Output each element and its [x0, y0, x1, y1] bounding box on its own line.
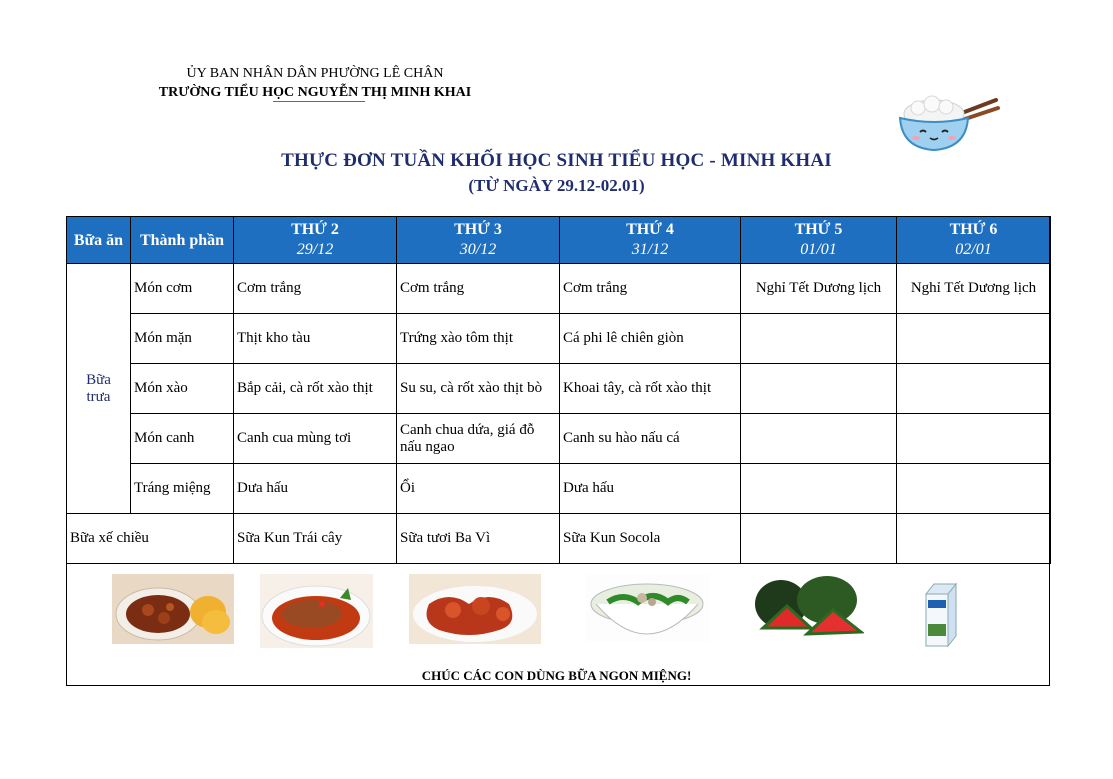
district-name: ỦY BAN NHÂN DÂN PHƯỜNG LÊ CHÂN [186, 66, 444, 81]
header-component: Thành phần [131, 217, 234, 264]
menu-cell: Cơm trắng [560, 264, 741, 314]
milk-carton-icon [922, 580, 962, 650]
braised-pork-icon [112, 574, 234, 644]
header-day: THỨ 6 02/01 [897, 217, 1051, 264]
fried-fish-icon [260, 574, 373, 648]
header-meal: Bữa ăn [67, 217, 131, 264]
school-name: TRƯỜNG TIỂU HỌC NGUYỄN THỊ MINH KHAI [158, 85, 472, 100]
menu-cell: Sữa Kun Socola [560, 514, 741, 564]
menu-cell: Su su, cà rốt xào thịt bò [397, 364, 560, 414]
menu-cell: Sữa tươi Ba Vì [397, 514, 560, 564]
menu-cell: Canh chua dứa, giá đỗ nấu ngao [397, 414, 560, 464]
holiday-cell: Nghỉ Tết Dương lịch [897, 264, 1051, 314]
menu-cell: Dưa hấu [234, 464, 397, 514]
component-cell: Món xào [131, 364, 234, 414]
rice-bowl-icon [884, 82, 1012, 158]
date-range: (TỪ NGÀY 29.12-02.01) [468, 176, 645, 195]
afternoon-label: Bữa xế chiều [67, 514, 234, 564]
menu-cell: Thịt kho tàu [234, 314, 397, 364]
menu-cell: Canh su hào nấu cá [560, 414, 741, 464]
menu-cell: Ổi [397, 464, 560, 514]
component-cell: Món cơm [131, 264, 234, 314]
menu-cell: Cá phi lê chiên giòn [560, 314, 741, 364]
component-cell: Tráng miệng [131, 464, 234, 514]
page-title: THỰC ĐƠN TUẦN KHỐI HỌC SINH TIỂU HỌC - MINH KHAI [281, 150, 832, 171]
menu-cell: Khoai tây, cà rốt xào thịt [560, 364, 741, 414]
header-day: THỨ 5 01/01 [741, 217, 897, 264]
header-underline [273, 101, 365, 102]
header-day: THỨ 4 31/12 [560, 217, 741, 264]
food-pictures [0, 574, 1113, 650]
header-day: THỨ 2 29/12 [234, 217, 397, 264]
menu-cell: Trứng xào tôm thịt [397, 314, 560, 364]
footer-message: CHÚC CÁC CON DÙNG BỮA NGON MIỆNG! [421, 668, 692, 683]
menu-cell: Dưa hấu [560, 464, 741, 514]
header-day: THỨ 3 30/12 [397, 217, 560, 264]
component-cell: Món mặn [131, 314, 234, 364]
menu-cell: Cơm trắng [234, 264, 397, 314]
glazed-meat-icon [409, 574, 541, 644]
menu-cell: Bắp cải, cà rốt xào thịt [234, 364, 397, 414]
watermelon-icon [751, 574, 864, 648]
menu-cell: Canh cua mùng tơi [234, 414, 397, 464]
lunch-label: Bữa trưa [67, 264, 131, 514]
green-soup-icon [586, 574, 709, 642]
menu-cell: Cơm trắng [397, 264, 560, 314]
component-cell: Món canh [131, 414, 234, 464]
menu-cell: Sữa Kun Trái cây [234, 514, 397, 564]
holiday-cell: Nghỉ Tết Dương lịch [741, 264, 897, 314]
